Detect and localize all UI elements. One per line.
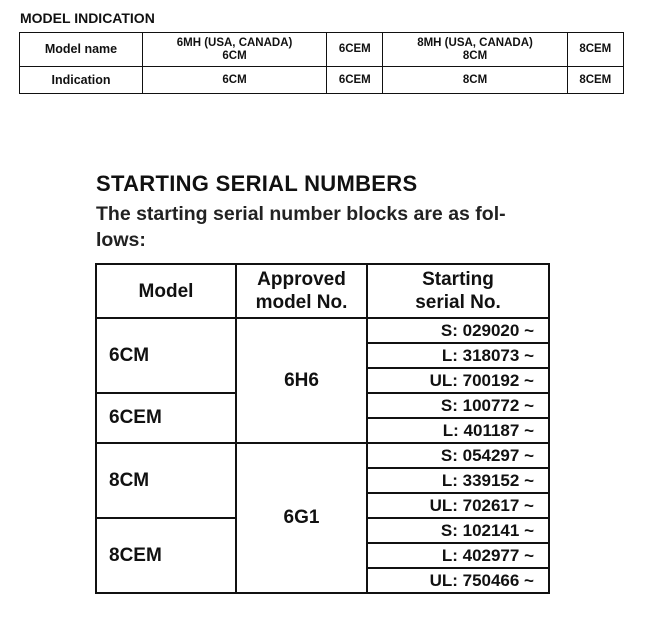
table-row (96, 318, 549, 343)
serial-cell: S: 100772 ~ (367, 393, 549, 418)
serial-cell: S: 054297 ~ (367, 443, 549, 468)
model-name-line: 8CM (462, 49, 488, 62)
serial-cell: L: 318073 ~ (367, 343, 549, 368)
header-line: Approved (257, 269, 346, 290)
model-name-cell: 6CEM (327, 33, 383, 67)
header-line: model No. (255, 292, 348, 313)
model-cell-8cm: 8CM (96, 443, 236, 518)
row-header-indication: Indication (20, 67, 143, 94)
model-cell-6cem: 6CEM (96, 393, 236, 443)
serial-numbers-intro (96, 201, 566, 253)
table-header-row (96, 264, 549, 318)
model-indication-title: MODEL INDICATION (20, 10, 155, 26)
model-cell-6cm: 6CM (96, 318, 236, 393)
table-row-model-name (20, 33, 624, 67)
header-line: serial No. (415, 292, 501, 313)
header-serial (367, 264, 549, 318)
serial-cell: L: 401187 ~ (367, 418, 549, 443)
indication-cell: 8CEM (567, 67, 623, 94)
table-row-indication (20, 67, 624, 94)
approved-cell-6h6: 6H6 (236, 318, 367, 443)
serial-numbers-table (95, 263, 550, 594)
serial-numbers-title: STARTING SERIAL NUMBERS (96, 171, 418, 196)
model-name-cell (143, 33, 327, 67)
model-cell-8cem: 8CEM (96, 518, 236, 593)
model-name-line: 6MH (USA, CANADA) (176, 36, 293, 49)
indication-cell: 6CM (143, 67, 327, 94)
row-header-model-name: Model name (20, 33, 143, 67)
header-line: Starting (422, 269, 494, 290)
model-name-line: 6CM (222, 49, 247, 62)
serial-cell: UL: 750466 ~ (367, 568, 549, 593)
indication-cell: 8CM (383, 67, 567, 94)
serial-cell: UL: 700192 ~ (367, 368, 549, 393)
serial-cell: S: 102141 ~ (367, 518, 549, 543)
model-name-cell: 8CEM (567, 33, 623, 67)
table-row (96, 443, 549, 468)
model-indication-table (19, 32, 624, 94)
approved-cell-6g1: 6G1 (236, 443, 367, 593)
intro-line: The starting serial number blocks are as fol- (96, 203, 506, 225)
header-approved (236, 264, 367, 318)
indication-cell: 6CEM (327, 67, 383, 94)
header-model: Model (96, 264, 236, 318)
serial-cell: S: 029020 ~ (367, 318, 549, 343)
model-name-line: 8MH (USA, CANADA) (417, 36, 533, 49)
serial-cell: L: 339152 ~ (367, 468, 549, 493)
serial-cell: L: 402977 ~ (367, 543, 549, 568)
intro-line: lows: (96, 229, 146, 251)
serial-cell: UL: 702617 ~ (367, 493, 549, 518)
model-name-cell (383, 33, 567, 67)
